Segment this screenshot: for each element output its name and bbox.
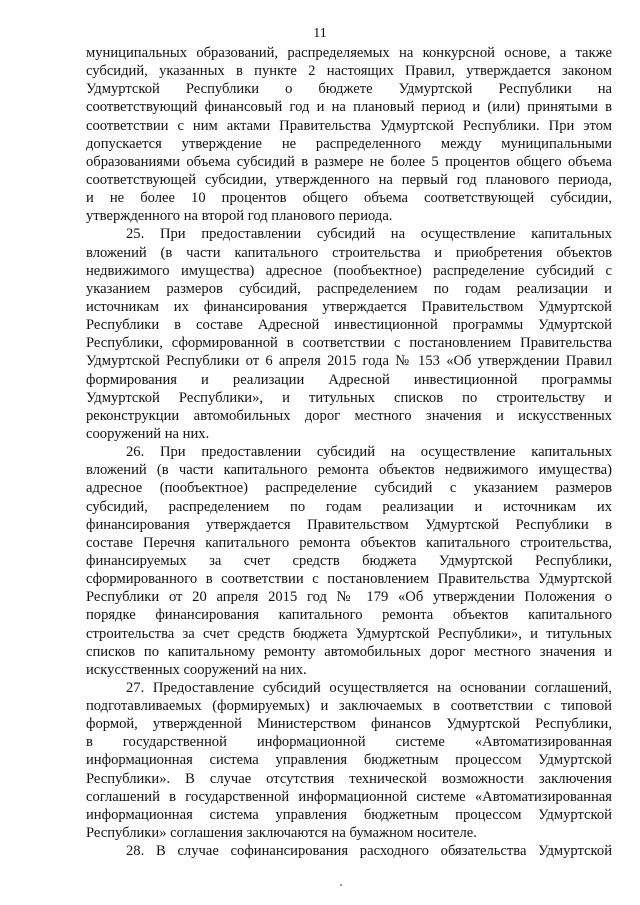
scan-speck [340,884,342,886]
text-line: реконструкции автомобильных дорог местного значения и искусственных [86,407,612,424]
text-line: сооружений на них. [86,425,210,442]
text-line: 26. При предоставлении субсидий на осуществление капитальных [126,444,612,461]
text-line: формирования и реализации Адресной инвестиционной программы [86,371,612,388]
text-line: искусственных сооружений на них. [86,661,307,678]
text-line: формой, утвержденной Министерством финансов Удмуртской Республики, [86,716,612,733]
document-body [86,44,612,860]
page-number: 11 [313,26,327,41]
text-line: Удмуртской Республики от 6 апреля 2015 года № 153 «Об утверждении Правил [86,353,612,370]
text-line: 25. При предоставлении субсидий на осуществление капитальных [126,226,612,243]
text-line: вложений (в части капитального ремонта объектов недвижимого имущества) [86,462,612,479]
text-line: 27. Предоставление субсидий осуществляется на основании соглашений, [126,679,612,696]
text-line: порядке финансирования капитального ремонта объектов капитального [86,607,612,624]
text-line: соответствующей субсидии, утвержденного на первый год планового периода, [86,171,612,188]
text-line: субсидий, распределением по годам реализации и источникам их [86,498,612,515]
text-line: и не более 10 процентов общего объема соответствующей субсидии, [86,190,612,207]
text-line: допускается утверждение не распределенного между муниципальными [86,135,612,152]
text-line: Республики в составе Адресной инвестиционной программы Удмуртской [86,317,612,334]
text-line: соответствующий финансовый год и на плановый период и (или) принятыми в [86,99,612,116]
text-line: Удмуртской Республики о бюджете Удмуртской Республики на [86,81,612,98]
text-line: составе Перечня капитального ремонта объектов капитального строительства, [86,534,612,551]
text-line: Республики» соглашения заключаются на бумажном носителе. [86,825,477,842]
text-line: Республики от 20 апреля 2015 год № 179 «Об утверждении Положения о [86,589,612,606]
text-line: Удмуртской Республики», и титульных списков по строительству и [86,389,612,406]
text-line: муниципальных образований, распределяемых на конкурсной основе, а также [86,45,612,61]
text-line: указанием размеров субсидий, распределением по годам реализации и [86,280,612,297]
text-line: строительства за счет средств бюджета Удмуртской Республики», и титульных [86,625,612,642]
text-line: подготавливаемых (формируемых) и заключаемых в соответствии с типовой [86,698,612,715]
text-line: Республики, сформированной в соответствии с постановлением Правительства [86,335,612,352]
text-line: недвижимого имущества) адресное (пообъектное) распределение субсидий с [86,262,612,279]
text-line: вложений (в части капитального строительства и приобретения объектов [86,244,612,261]
text-line: источникам их финансирования утверждается Правительством Удмуртской [86,298,612,315]
text-line: 28. В случае софинансирования расходного обязательства Удмуртской [126,843,612,860]
text-line: субсидий, указанных в пункте 2 настоящих Правил, утверждается законом [86,63,612,80]
text-line: финансируемых за счет средств бюджета Удмуртской Республики, [86,552,612,569]
text-line: финансирования утверждается Правительством Удмуртской Республики в [86,516,612,533]
text-line: в государственной информационной системе «Автоматизированная [86,734,612,751]
text-line: списков по капитальному ремонту автомобильных дорог местного значения и [86,643,612,660]
text-line: сформированного в соответствии с постановлением Правительства Удмуртской [86,571,612,588]
text-line: информационная система управления бюджетным процессом Удмуртской [86,752,612,769]
text-line: образованиями объема субсидий в размере не более 5 процентов общего объема [86,153,612,170]
text-line: Республики». В случае отсутствия технической возможности заключения [86,770,612,787]
text-line: адресное (пообъектное) распределение субсидий с указанием размеров [86,480,612,497]
text-line: соглашений в государственной информационной системе «Автоматизированная [86,788,612,805]
text-line: информационная система управления бюджетным процессом Удмуртской [86,806,612,823]
text-line: соответствии с ним актами Правительства Удмуртской Республики. При этом [86,117,612,134]
text-line: утвержденного на второй год планового периода. [86,208,393,225]
